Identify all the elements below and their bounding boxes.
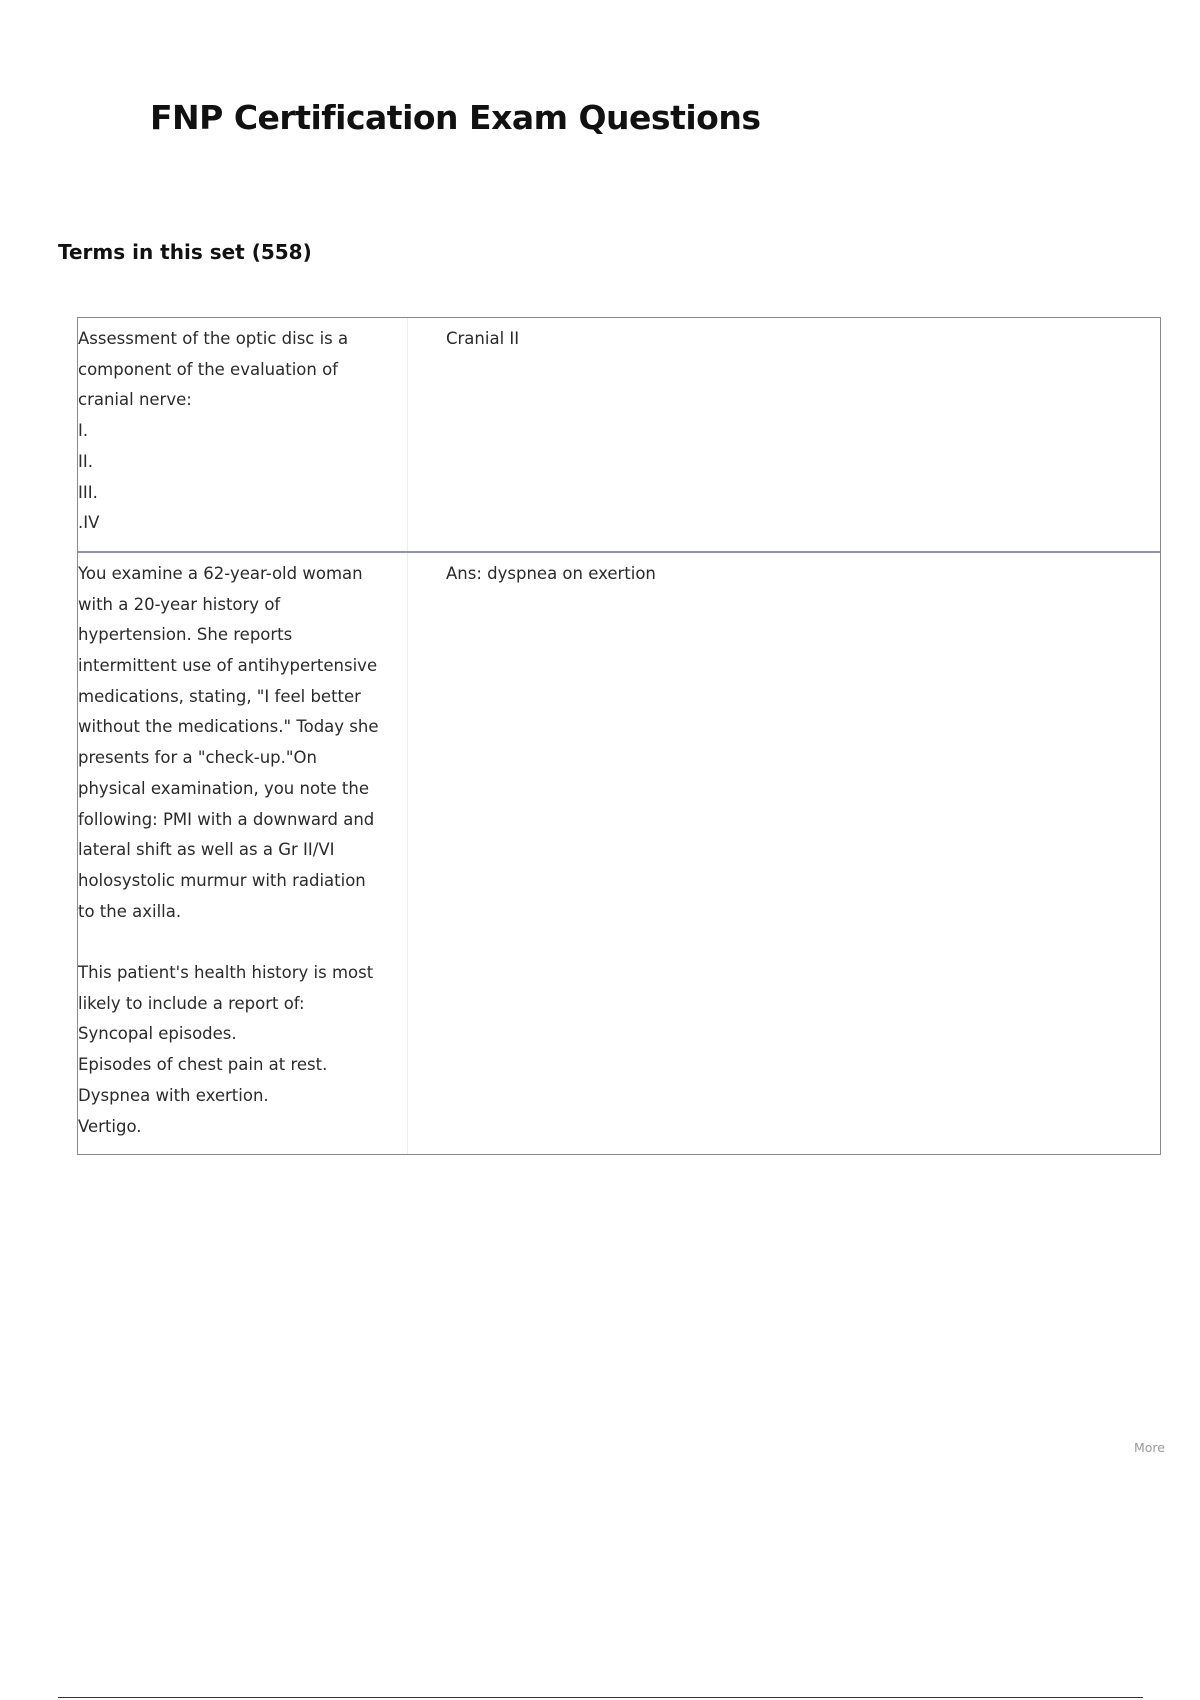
card-definition: Ans: dyspnea on exertion (446, 563, 656, 583)
footer-divider (58, 1697, 1143, 1698)
card-row (78, 318, 1160, 551)
page-title: FNP Certification Exam Questions (150, 98, 761, 137)
card-row (78, 551, 1160, 1154)
card-term: Assessment of the optic disc is a component of the evaluation of cranial nerve: I. II. III. .IV (78, 318, 408, 551)
card-definition: Cranial II (446, 329, 520, 348)
terms-count-heading: Terms in this set (558) (58, 240, 312, 264)
more-link[interactable]: More (1134, 1440, 1165, 1455)
card-term: You examine a 62-year-old woman with a 20-year history of hypertension. She reports intermittent use of antihypertensive medications, stating, "I feel better without the medications." Today she presents for a "check-up."On physical examination, you note the following: PMI with a downward and lateral shift as well as a Gr II/VI holosystolic murmur with radiation to the axilla. This patient's health history is most likely to include a report of: Syncopal episodes. Episodes of chest pain at rest. Dyspnea with exertion. Vertigo. (78, 553, 408, 1154)
terms-table (77, 317, 1161, 1155)
